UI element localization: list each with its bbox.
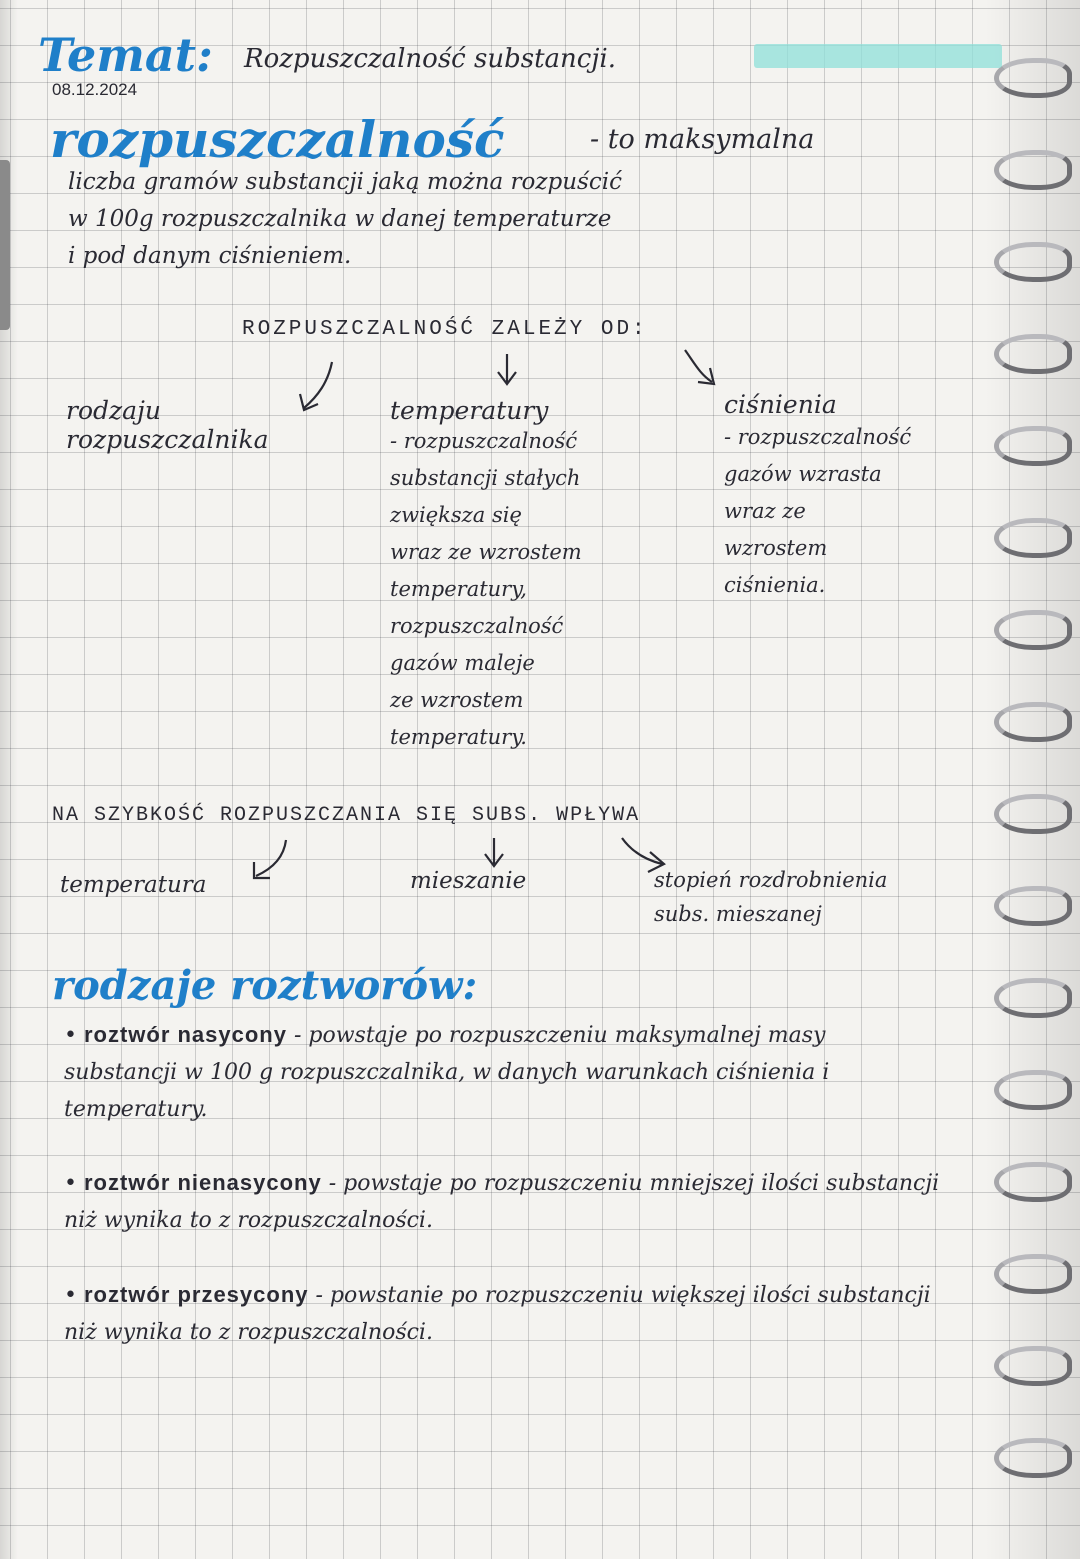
spiral-ring-icon	[994, 242, 1072, 282]
type-description: - powstaje po rozpuszczeniu maksymalnej masy substancji w 100 g rozpuszczalnika, w danych warunkach ciśnienia i temperatury.	[64, 1023, 830, 1122]
speed-fragmentation: stopień rozdrobnienia	[654, 868, 888, 892]
speed-heading: NA SZYBKOŚĆ ROZPUSZCZANIA SIĘ SUBS. WPŁYWA	[52, 804, 641, 827]
definition-dash: - to maksymalna	[590, 124, 815, 155]
spiral-ring-icon	[994, 518, 1072, 558]
spiral-ring-icon	[994, 426, 1072, 466]
speed-mixing: mieszanie	[410, 868, 527, 894]
type-term: nienasycony	[177, 1170, 322, 1195]
spiral-ring-icon	[994, 1070, 1072, 1110]
spiral-ring-icon	[994, 978, 1072, 1018]
divider-tab	[0, 160, 10, 330]
text-line: ciśnienia.	[724, 573, 826, 597]
text-line: wzrostem	[724, 536, 828, 560]
spiral-ring-icon	[994, 610, 1072, 650]
column-solvent-title-2: rozpuszczalnika	[66, 425, 269, 454]
column-temperature-title: temperatury	[390, 396, 549, 425]
definition-body	[68, 164, 948, 275]
text-line: - rozpuszczalność	[724, 425, 912, 449]
text-line: ze wzrostem	[390, 688, 524, 712]
text-line: substancji stałych	[390, 466, 581, 490]
column-solvent-title: rodzaju	[66, 396, 161, 425]
type-term: przesycony	[177, 1282, 309, 1307]
spiral-ring-icon	[994, 886, 1072, 926]
spiral-ring-icon	[994, 334, 1072, 374]
date: 08.12.2024	[52, 80, 138, 99]
spiral-ring-icon	[994, 794, 1072, 834]
type-lead: roztwór	[83, 1022, 171, 1047]
spiral-ring-icon	[994, 1162, 1072, 1202]
text-line: gazów wzrasta	[724, 462, 882, 486]
definition-line: liczba gramów substancji jaką można rozpuścić	[68, 169, 622, 195]
type-unsaturated: • roztwór nienasycony - powstaje po rozpuszczeniu mniejszej ilości substancji niż wynika to z rozpuszczalności.	[64, 1170, 940, 1233]
column-pressure-title: ciśnienia	[724, 390, 837, 419]
spiral-ring-icon	[994, 1254, 1072, 1294]
spiral-ring-icon	[994, 1346, 1072, 1386]
speed-temperature: temperatura	[60, 872, 207, 898]
depends-heading: ROZPUSZCZALNOŚĆ ZALEŻY OD:	[242, 318, 648, 341]
column-pressure-body	[724, 419, 911, 604]
type-lead: roztwór	[83, 1282, 171, 1307]
column-temperature-body	[390, 423, 582, 756]
text-line: temperatury,	[390, 577, 527, 601]
definition-term: rozpuszczalność	[50, 110, 505, 169]
text-line: wraz ze wzrostem	[390, 540, 582, 564]
text-line: gazów maleje	[390, 651, 535, 675]
type-saturated: • roztwór nasycony - powstaje po rozpuszczeniu maksymalnej masy substancji w 100 g rozpuszczalnika, w danych warunkach ciśnienia i temperatury.	[64, 1022, 830, 1122]
text-line: zwiększa się	[390, 503, 522, 527]
highlighter-mark	[754, 44, 1002, 68]
text-line: - rozpuszczalność	[390, 429, 578, 453]
temat-label: Temat:	[38, 28, 213, 82]
page-edge-shadow	[985, 0, 1080, 1559]
text-line: rozpuszczalność	[390, 614, 564, 638]
speed-fragmentation-2: subs. mieszanej	[654, 902, 822, 926]
types-heading: rodzaje roztworów:	[52, 962, 478, 1009]
definition-line: i pod danym ciśnieniem.	[68, 243, 352, 269]
type-supersaturated: • roztwór przesycony - powstanie po rozpuszczeniu większej ilości substancji niż wynika to z rozpuszczalności.	[64, 1282, 931, 1345]
type-lead: roztwór	[83, 1170, 171, 1195]
column-temperature	[390, 392, 582, 756]
type-description: - powstanie po rozpuszczeniu większej ilości substancji niż wynika to z rozpuszczalności.	[64, 1283, 931, 1345]
type-term: nasycony	[177, 1022, 287, 1047]
spiral-ring-icon	[994, 150, 1072, 190]
spiral-ring-icon	[994, 1438, 1072, 1478]
type-description: - powstaje po rozpuszczeniu mniejszej ilości substancji niż wynika to z rozpuszczalności.	[64, 1171, 940, 1233]
column-solvent	[66, 392, 269, 458]
definition-line: w 100g rozpuszczalnika w danej temperaturze	[68, 206, 612, 232]
column-pressure	[724, 386, 911, 604]
spiral-ring-icon	[994, 58, 1072, 98]
temat-text: Rozpuszczalność substancji.	[244, 44, 616, 74]
text-line: wraz ze	[724, 499, 806, 523]
text-line: temperatury.	[390, 725, 527, 749]
spiral-ring-icon	[994, 702, 1072, 742]
